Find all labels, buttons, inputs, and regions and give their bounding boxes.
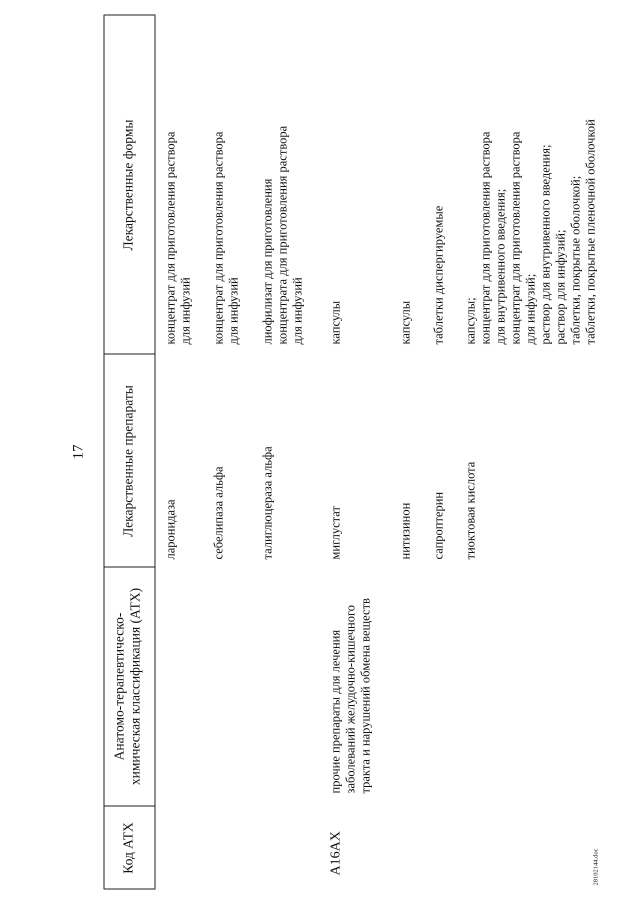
header-classification: Анатомо-терапевтическо-химическая классификация (АТХ) [111, 587, 142, 786]
form-line: таблетки, покрытые пленочной оболочкой [583, 119, 597, 345]
form-line: концентрат для приготовления раствора [211, 131, 225, 345]
drug-name: талиглюцераза альфа [260, 446, 274, 560]
form-line: таблетки, покрытые оболочкой; [568, 175, 582, 345]
form-line: лиофилизат для приготовления [260, 178, 274, 345]
form-line: капсулы [398, 300, 412, 345]
table-top-border [103, 15, 104, 890]
footer-filename: 28102144.doc [592, 848, 599, 886]
classification-line: заболеваний желудочно-кишечного [343, 604, 357, 794]
form-line: для инфузий [290, 277, 304, 345]
form-line: концентрат для приготовления раствора [163, 131, 177, 345]
form-line: для инфузий [226, 277, 240, 345]
form-line: таблетки диспергируемые [431, 205, 445, 345]
form-line: для инфузий; [523, 273, 537, 345]
atx-code: A16AX [328, 831, 343, 876]
header-forms: Лекарственные формы [120, 119, 135, 251]
form-line: концентрат для приготовления раствора [508, 131, 522, 345]
form-line: концентрат для приготовления раствора [478, 131, 492, 345]
header-drugs: Лекарственные препараты [120, 385, 135, 537]
drug-name: себелипаза альфа [211, 466, 225, 560]
rotated-table-sheet [40, 15, 600, 890]
classification-line: тракта и нарушений обмена веществ [358, 598, 372, 794]
drug-name: миглустат [328, 506, 342, 560]
form-line: для инфузий [178, 277, 192, 345]
form-line: капсулы [328, 300, 342, 345]
classification-line: прочие препараты для лечения [328, 629, 342, 794]
header-bottom-border [154, 15, 155, 890]
form-line: концентрата для приготовления раствора [275, 125, 289, 345]
form-line: раствор для инфузий; [553, 229, 567, 345]
header-atx-code: Код АТХ [120, 822, 135, 874]
drug-name: тиоктовая кислота [463, 461, 477, 560]
drug-name: сапроптерин [431, 491, 445, 560]
form-line: для внутривенного введения; [493, 188, 507, 345]
drug-name: нитизинон [398, 502, 412, 560]
form-line: раствор для внутривенного введения; [538, 144, 552, 345]
drug-name: ларонидаза [163, 499, 177, 560]
page-number: 17 [70, 444, 86, 460]
form-line: капсулы; [463, 297, 477, 345]
